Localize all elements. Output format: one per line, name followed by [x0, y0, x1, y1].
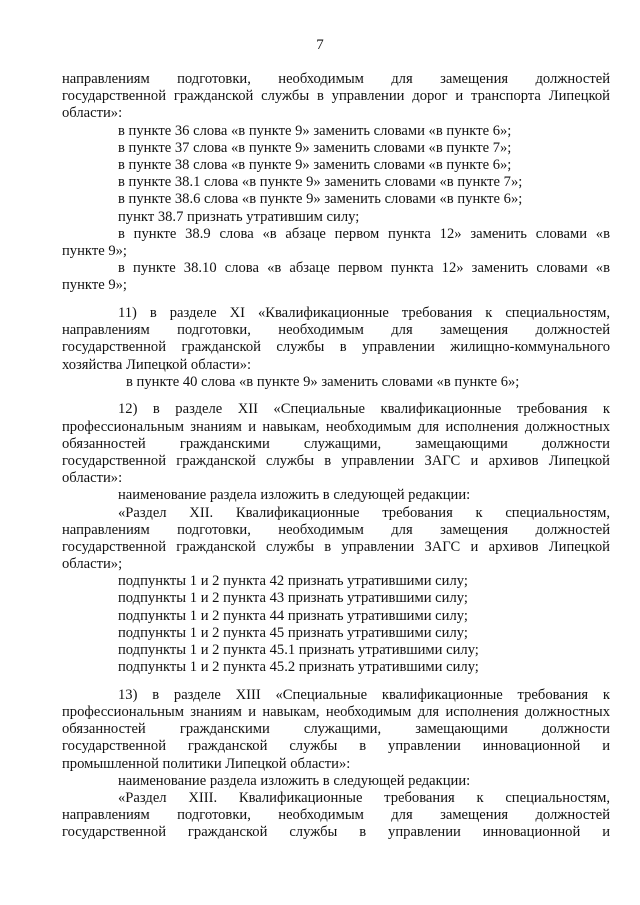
text-line: государственной гражданской службы в управлении дорог и транспорта Липецкой	[62, 88, 610, 105]
text-line: промышленной политики Липецкой области»:	[62, 755, 351, 772]
text-line: подпункты 1 и 2 пункта 42 признать утратившими силу;	[118, 573, 468, 590]
text-line: хозяйства Липецкой области»:	[62, 356, 252, 373]
text-line: в пункте 38.9 слова «в абзаце первом пункта 12» заменить словами «в	[118, 225, 610, 242]
text-line: направлениям подготовки, необходимым для замещения должностей	[62, 322, 610, 339]
text-line: области»:	[62, 105, 123, 122]
text-line: обязанностей гражданскими служащими, замещающими должности	[62, 721, 610, 738]
text-line: наименование раздела изложить в следующей редакции:	[118, 487, 471, 504]
text-line: в пункте 38.10 слова «в абзаце первом пункта 12» заменить словами «в	[118, 260, 610, 277]
text-line: профессиональным знаниям и навыкам, необходимым для исполнения должностных	[62, 704, 610, 721]
paragraph-gap	[62, 391, 610, 402]
page-number: 7	[316, 37, 324, 53]
paragraph-gap	[62, 676, 610, 687]
text-line: профессиональным знаниям и навыкам, необходимым для исполнения должностных	[62, 418, 610, 435]
text-line: «Раздел XIII. Квалификационные требования к специальностям,	[118, 790, 610, 806]
text-line: обязанностей гражданскими служащими, замещающими должности	[62, 435, 610, 452]
text-line: государственной гражданской службы в управлении ЗАГС и архивов Липецкой	[62, 538, 610, 555]
text-line: в пункте 38.1 слова «в пункте 9» заменить словами «в пункте 7»;	[118, 174, 523, 191]
text-line: подпункты 1 и 2 пункта 45.1 признать утратившими силу;	[118, 642, 479, 658]
text-line: пункте 9»;	[62, 242, 127, 259]
text-line: 11) в разделе XI «Квалификационные требования к специальностям,	[118, 304, 610, 321]
paragraph-gap	[62, 294, 610, 305]
text-line: государственной гражданской службы в управлении ЗАГС и архивов Липецкой	[62, 452, 610, 469]
text-line: в пункте 36 слова «в пункте 9» заменить словами «в пункте 6»;	[118, 122, 512, 139]
text-line: подпункты 1 и 2 пункта 44 признать утратившими силу;	[118, 607, 468, 624]
text-line: в пункте 37 слова «в пункте 9» заменить словами «в пункте 7»;	[118, 139, 512, 156]
text-line: в пункте 38 слова «в пункте 9» заменить словами «в пункте 6»;	[118, 156, 512, 173]
text-line: 12) в разделе XII «Специальные квалификационные требования к	[118, 401, 610, 418]
text-line: наименование раздела изложить в следующей редакции:	[118, 772, 471, 789]
text-line: направлениям подготовки, необходимым для замещения должностей	[62, 807, 610, 824]
text-line: направлениям подготовки, необходимым для замещения должностей	[62, 71, 610, 87]
text-line: государственной гражданской службы в управлении жилищно-коммунального	[62, 339, 610, 356]
text-line: направлениям подготовки, необходимым для замещения должностей	[62, 521, 610, 538]
text-line: области»:	[62, 470, 123, 487]
text-line: пункте 9»;	[62, 277, 127, 294]
text-line: пункт 38.7 признать утратившим силу;	[118, 208, 360, 225]
text-line: «Раздел XII. Квалификационные требования к специальностям,	[118, 504, 610, 521]
document-body	[62, 71, 610, 842]
text-line: 13) в разделе XIII «Специальные квалификационные требования к	[118, 686, 610, 703]
text-line: в пункте 38.6 слова «в пункте 9» заменить словами «в пункте 6»;	[118, 191, 523, 208]
text-line: подпункты 1 и 2 пункта 45 признать утратившими силу;	[118, 624, 468, 641]
text-line: государственной гражданской службы в управлении инновационной и	[62, 824, 610, 841]
text-line: подпункты 1 и 2 пункта 45.2 признать утратившими силу;	[118, 659, 479, 676]
text-line: подпункты 1 и 2 пункта 43 признать утратившими силу;	[118, 590, 468, 607]
text-line: государственной гражданской службы в управлении инновационной и	[62, 738, 610, 755]
text-line: области»;	[62, 556, 123, 573]
text-line: в пункте 40 слова «в пункте 9» заменить словами «в пункте 6»;	[126, 373, 520, 390]
